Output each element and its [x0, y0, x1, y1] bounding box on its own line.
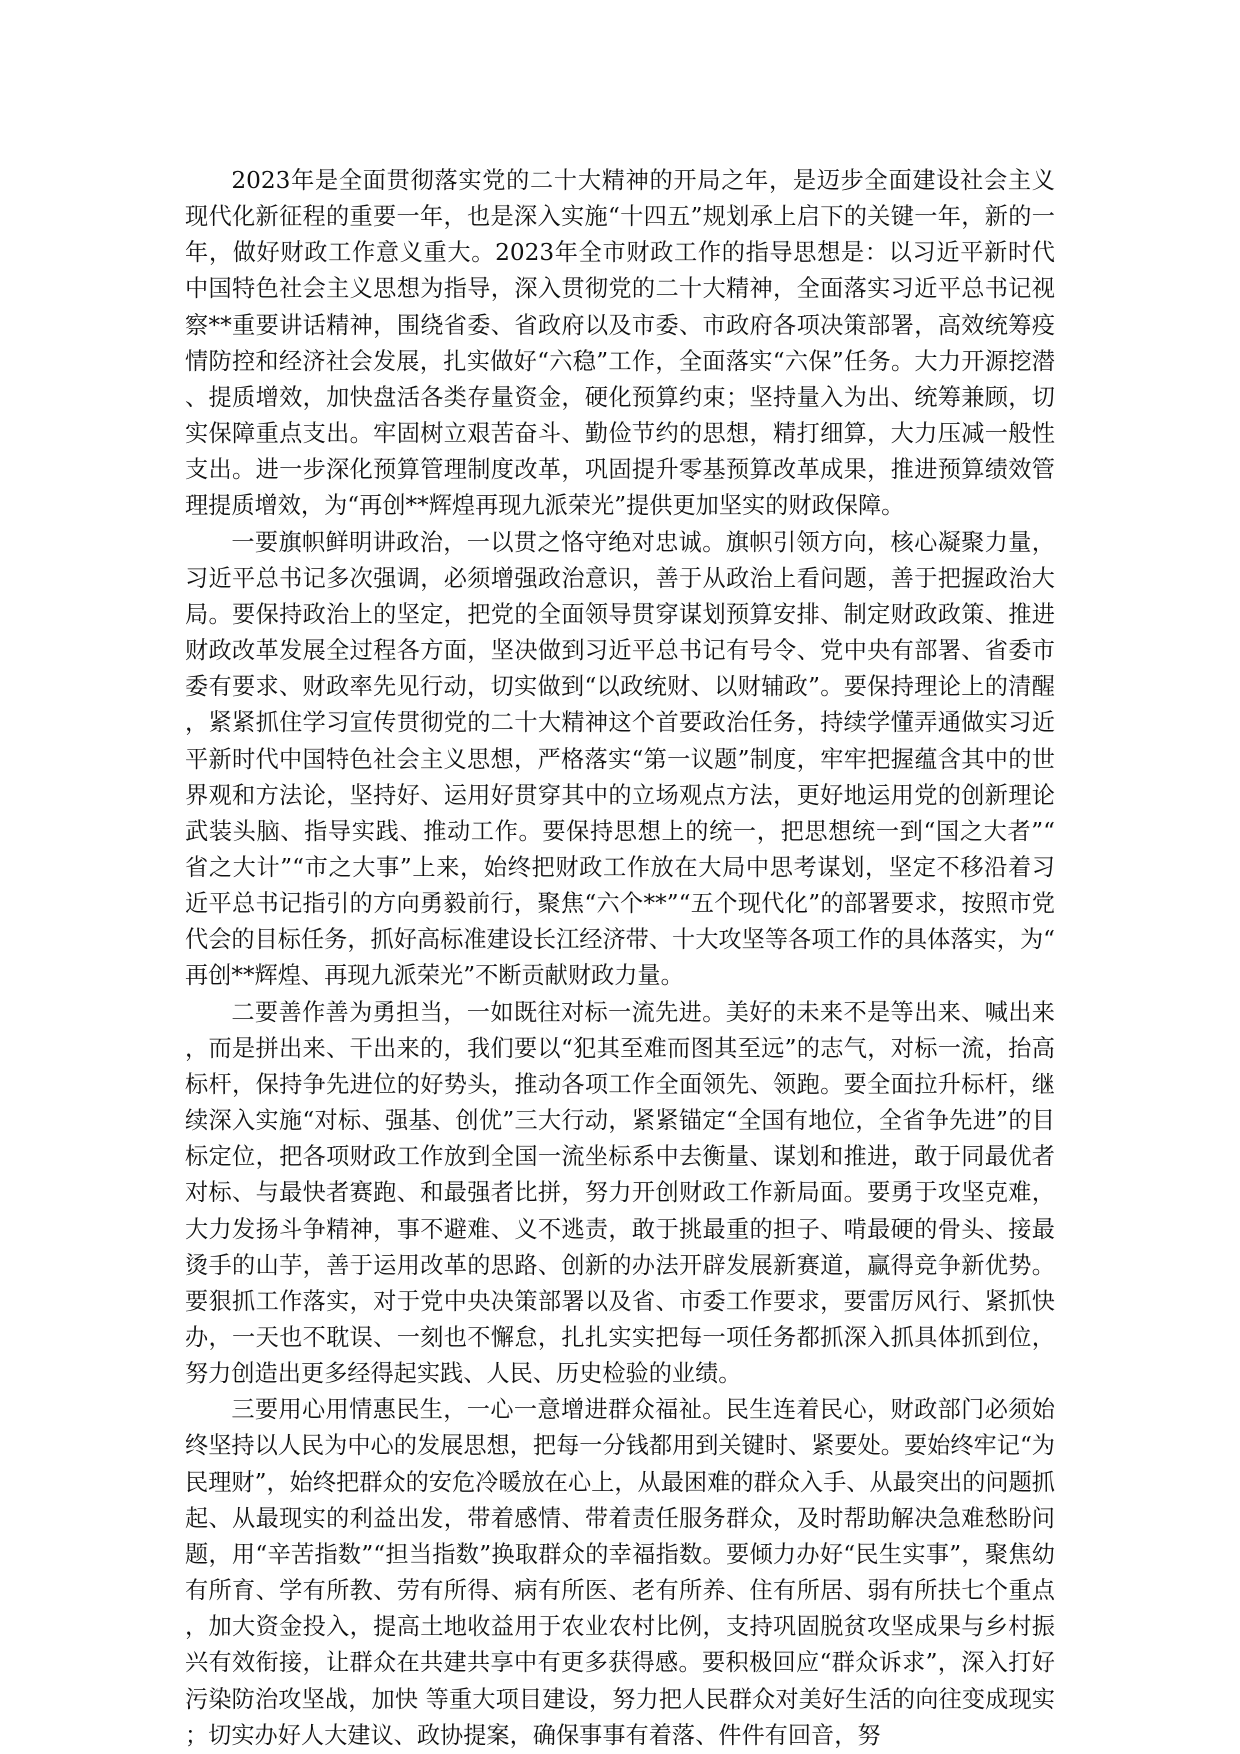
paragraph-intro: 2023年是全面贯彻落实党的二十大精神的开局之年，是迈步全面建设社会主义现代化新征程的重要一年，也是深入实施“十四五”规划承上启下的关键一年，新的一年，做好财政工作意义重大。2023年全市财政工作的指导思想是：以习近平新时代中国特色社会主义思想为指导，深入贯彻党的二十大精神，全面落实习近平总书记视察**重要讲话精神，围绕省委、省政府以及市委、市政府各项决策部署，高效统筹疫情防控和经济社会发展，扎实做好“六稳”工作，全面落实“六保”任务。大力开源挖潜、提质增效，加快盘活各类存量资金，硬化预算约束；坚持量入为出、统筹兼顾，切实保障重点支出。牢固树立艰苦奋斗、勤俭节约的思想，精打细算，大力压减一般性支出。进一步深化预算管理制度改革，巩固提升零基预算改革成果，推进预算绩效管理提质增效，为“再创**辉煌再现九派荣光”提供更加坚实的财政保障。	[185, 167, 1055, 520]
paragraph-responsibility: 二要善作善为勇担当，一如既往对标一流先进。美好的未来不是等出来、喊出来，而是拼出来、干出来的，我们要以“犯其至难而图其至远”的志气，对标一流，抬高标杆，保持争先进位的好势头，推动各项工作全面领先、领跑。要全面拉升标杆，继续深入实施“对标、强基、创优”三大行动，紧紧锚定“全国有地位，全省争先进”的目标定位，把各项财政工作放到全国一流坐标系中去衡量、谋划和推进，敢于同最优者对标、与最快者赛跑、和最强者比拼，努力开创财政工作新局面。要勇于攻坚克难，大力发扬斗争精神，事不避难、义不逃责，敢于挑最重的担子、啃最硬的骨头、接最烫手的山芋，善于运用改革的思路、创新的办法开辟发展新赛道，赢得竞争新优势。要狠抓工作落实，对于党中央决策部署以及省、市委工作要求，要雷厉风行、紧抓快办，一天也不耽误、一刻也不懈怠，扎扎实实把每一项任务都抓深入抓具体抓到位，努力创造出更多经得起实践、人民、历史检验的业绩。	[185, 998, 1055, 1388]
paragraph-politics: 一要旗帜鲜明讲政治，一以贯之恪守绝对忠诚。旗帜引领方向，核心凝聚力量，习近平总书记多次强调，必须增强政治意识，善于从政治上看问题，善于把握政治大局。要保持政治上的坚定，把党的全面领导贯穿谋划预算安排、制定财政政策、推进财政改革发展全过程各方面，坚决做到习近平总书记有号令、党中央有部署、省委市委有要求、财政率先见行动，切实做到“以政统财、以财辅政”。要保持理论上的清醒，紧紧抓住学习宣传贯彻党的二十大精神这个首要政治任务，持续学懂弄通做实习近平新时代中国特色社会主义思想，严格落实“第一议题”制度，牢牢把握蕴含其中的世界观和方法论，坚持好、运用好贯穿其中的立场观点方法，更好地运用党的创新理论武装头脑、指导实践、推动工作。要保持思想上的统一，把思想统一到“国之大者”“省之大计”“市之大事”上来，始终把财政工作放在大局中思考谋划，坚定不移沿着习近平总书记指引的方向勇毅前行，聚焦“六个**”“五个现代化”的部署要求，按照市党代会的目标任务，抓好高标准建设长江经济带、十大攻坚等各项工作的具体落实，为“再创**辉煌、再现九派荣光”不断贡献财政力量。	[185, 528, 1055, 990]
paragraph-livelihood: 三要用心用情惠民生，一心一意增进群众福祉。民生连着民心，财政部门必须始终坚持以人民为中心的发展思想，把每一分钱都用到关键时、紧要处。要始终牢记“为民理财”，始终把群众的安危冷暖放在心上，从最困难的群众入手、从最突出的问题抓起、从最现实的利益出发，带着感情、带着责任服务群众，及时帮助解决急难愁盼问题，用“辛苦指数”“担当指数”换取群众的幸福指数。要倾力办好“民生实事”，聚焦幼有所育、学有所教、劳有所得、病有所医、老有所养、住有所居、弱有所扶七个重点，加大资金投入，提高土地收益用于农业农村比例，支持巩固脱贫攻坚成果与乡村振兴有效衔接，让群众在共建共享中有更多获得感。要积极回应“群众诉求”，深入打好污染防治攻坚战，加快 等重大项目建设，努力把人民群众对美好生活的向往变成现实；切实办好人大建议、政协提案，确保事事有着落、件件有回音，努	[185, 1396, 1055, 1749]
document-page	[185, 0, 1055, 1754]
